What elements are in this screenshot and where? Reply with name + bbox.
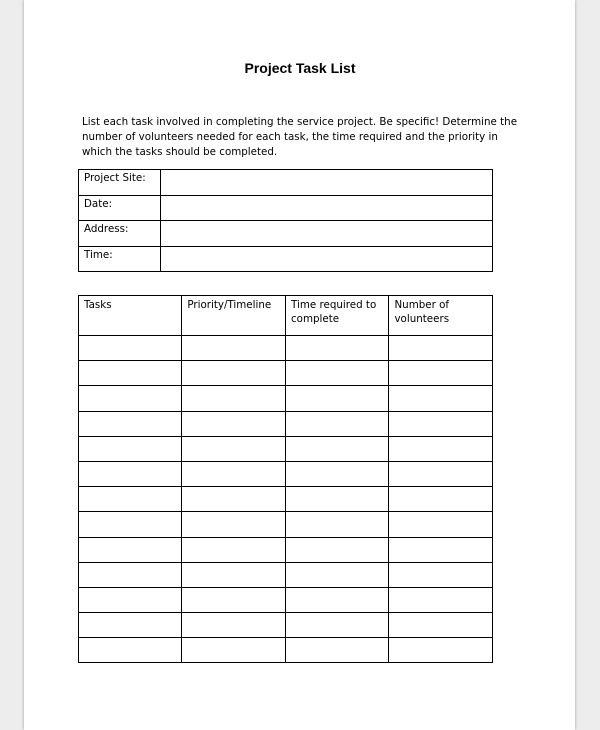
task-table-header (79, 296, 493, 336)
time-required-cell[interactable] (286, 461, 389, 486)
task-cell[interactable] (79, 487, 182, 512)
project-info-table (78, 169, 493, 272)
instructions-text: List each task involved in completing the service project. Be specific! Determine the number of volunteers needed for each task, the time required and the priority in which the tasks should be completed. (82, 116, 518, 158)
priority-cell[interactable] (182, 638, 286, 663)
date-label: Date: (79, 195, 161, 221)
time-required-cell[interactable] (286, 336, 389, 361)
address-label: Address: (79, 221, 161, 247)
table-row (79, 487, 493, 512)
task-cell[interactable] (79, 512, 182, 537)
table-row (79, 461, 493, 486)
time-required-cell[interactable] (286, 361, 389, 386)
table-row (79, 512, 493, 537)
header-tasks: Tasks (79, 296, 182, 336)
table-row (79, 436, 493, 461)
priority-cell[interactable] (182, 587, 286, 612)
priority-cell[interactable] (182, 386, 286, 411)
task-cell[interactable] (79, 461, 182, 486)
volunteers-cell[interactable] (389, 537, 493, 562)
time-required-cell[interactable] (286, 436, 389, 461)
volunteers-cell[interactable] (389, 411, 493, 436)
table-row (79, 336, 493, 361)
task-cell[interactable] (79, 537, 182, 562)
volunteers-cell[interactable] (389, 336, 493, 361)
time-required-cell[interactable] (286, 512, 389, 537)
table-row (79, 638, 493, 663)
volunteers-cell[interactable] (389, 587, 493, 612)
task-table-body (79, 336, 493, 663)
task-cell[interactable] (79, 336, 182, 361)
project-site-label: Project Site: (79, 170, 161, 196)
priority-cell[interactable] (182, 512, 286, 537)
header-priority-timeline: Priority/Timeline (182, 296, 286, 336)
table-row (79, 411, 493, 436)
table-row (79, 361, 493, 386)
info-row-time (79, 246, 493, 272)
time-required-cell[interactable] (286, 638, 389, 663)
priority-cell[interactable] (182, 461, 286, 486)
priority-cell[interactable] (182, 361, 286, 386)
table-row (79, 587, 493, 612)
time-required-cell[interactable] (286, 386, 389, 411)
priority-cell[interactable] (182, 562, 286, 587)
table-row (79, 613, 493, 638)
time-required-cell[interactable] (286, 562, 389, 587)
task-table (78, 295, 493, 663)
volunteers-cell[interactable] (389, 512, 493, 537)
time-required-cell[interactable] (286, 487, 389, 512)
volunteers-cell[interactable] (389, 386, 493, 411)
task-cell[interactable] (79, 386, 182, 411)
info-row-date (79, 195, 493, 221)
time-required-cell[interactable] (286, 613, 389, 638)
task-cell[interactable] (79, 411, 182, 436)
info-row-address (79, 221, 493, 247)
date-field[interactable] (161, 195, 493, 221)
volunteers-cell[interactable] (389, 461, 493, 486)
task-cell[interactable] (79, 562, 182, 587)
volunteers-cell[interactable] (389, 361, 493, 386)
priority-cell[interactable] (182, 411, 286, 436)
task-cell[interactable] (79, 436, 182, 461)
task-cell[interactable] (79, 361, 182, 386)
table-row (79, 386, 493, 411)
volunteers-cell[interactable] (389, 638, 493, 663)
priority-cell[interactable] (182, 613, 286, 638)
project-site-field[interactable] (161, 170, 493, 196)
volunteers-cell[interactable] (389, 436, 493, 461)
time-label: Time: (79, 246, 161, 272)
task-cell[interactable] (79, 638, 182, 663)
priority-cell[interactable] (182, 487, 286, 512)
volunteers-cell[interactable] (389, 562, 493, 587)
table-row (79, 537, 493, 562)
address-field[interactable] (161, 221, 493, 247)
volunteers-cell[interactable] (389, 613, 493, 638)
header-number-of-volunteers: Number of volunteers (389, 296, 493, 336)
priority-cell[interactable] (182, 537, 286, 562)
header-time-required: Time required to complete (286, 296, 389, 336)
page-title: Project Task List (244, 60, 356, 76)
time-required-cell[interactable] (286, 411, 389, 436)
time-field[interactable] (161, 246, 493, 272)
table-row (79, 562, 493, 587)
priority-cell[interactable] (182, 336, 286, 361)
task-cell[interactable] (79, 613, 182, 638)
info-row-project-site (79, 170, 493, 196)
time-required-cell[interactable] (286, 537, 389, 562)
task-cell[interactable] (79, 587, 182, 612)
time-required-cell[interactable] (286, 587, 389, 612)
volunteers-cell[interactable] (389, 487, 493, 512)
priority-cell[interactable] (182, 436, 286, 461)
